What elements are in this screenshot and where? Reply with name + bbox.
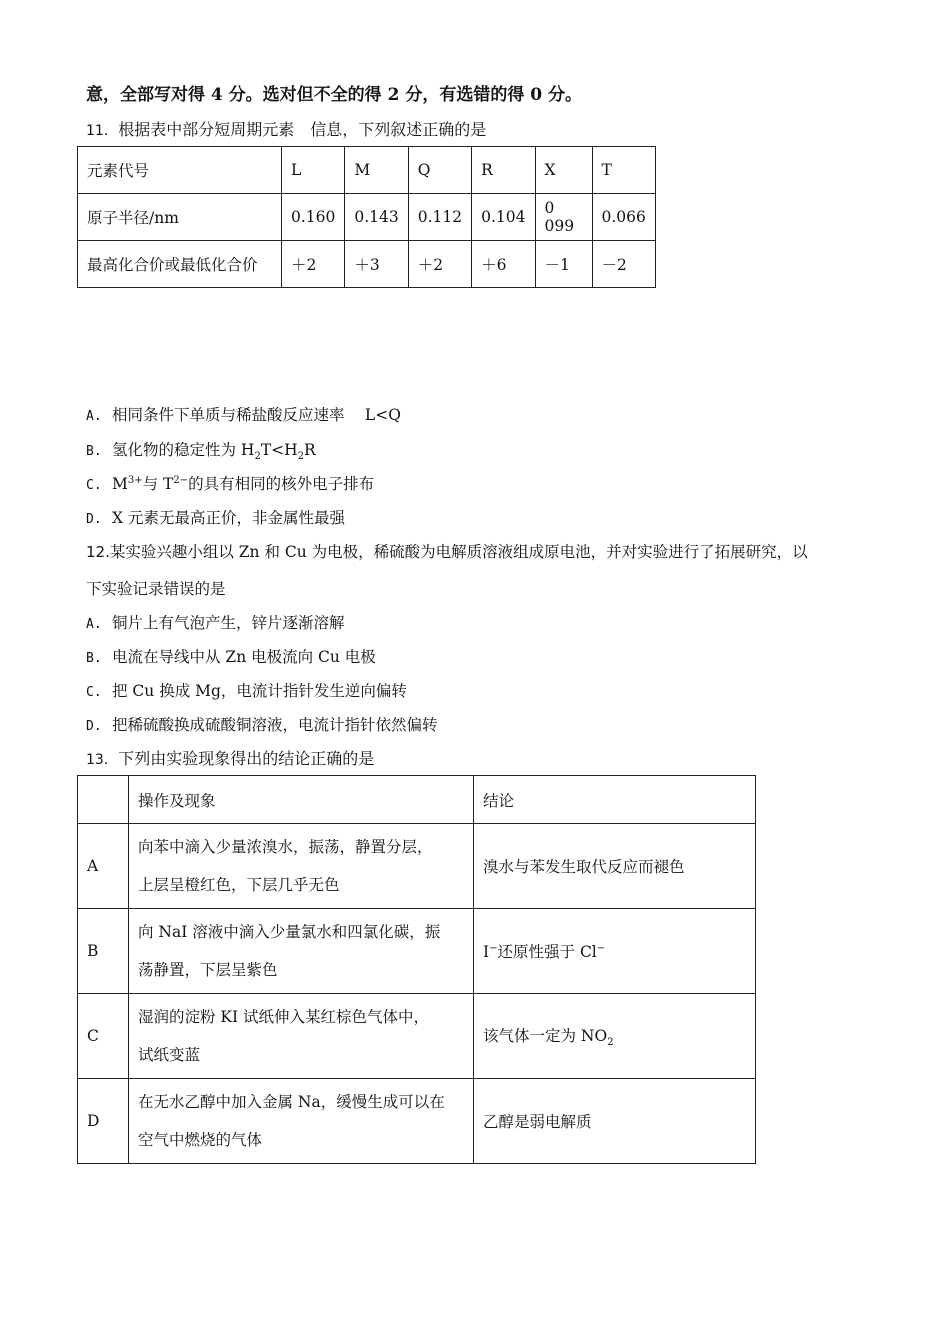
header-cell bbox=[78, 776, 129, 824]
option-text: X 元素无最高正价，非金属性最强 bbox=[112, 509, 345, 527]
radius-cell: 0.160 bbox=[282, 194, 345, 241]
radius-cell: 0.104 bbox=[472, 194, 535, 241]
option-text: 电流在导线中从 Zn 电极流向 Cu 电极 bbox=[112, 648, 376, 666]
row-key: C bbox=[78, 994, 129, 1079]
table-row bbox=[78, 1079, 756, 1164]
option-label: D. bbox=[86, 512, 102, 527]
row-key: B bbox=[78, 909, 129, 994]
code-cell: R bbox=[472, 147, 535, 194]
q12-option-c bbox=[86, 679, 407, 701]
option-label: A. bbox=[86, 617, 102, 632]
row-label: 原子半径/nm bbox=[78, 194, 282, 241]
q12-stem-line1 bbox=[86, 540, 808, 562]
operation-line: 上层呈橙红色，下层几乎无色 bbox=[138, 876, 340, 894]
radius-cell: 0 099 bbox=[535, 194, 592, 241]
superscript: − bbox=[489, 942, 498, 954]
option-text: 氢化物的稳定性为 H bbox=[112, 441, 255, 459]
q13-stem bbox=[86, 746, 374, 769]
code-cell: M bbox=[345, 147, 408, 194]
table-row bbox=[78, 147, 656, 194]
row-label: 最高化合价或最低化合价 bbox=[78, 241, 282, 288]
option-label: C. bbox=[86, 478, 102, 493]
q12-stem-line2: 下实验记录错误的是 bbox=[86, 580, 226, 598]
option-text: T<H bbox=[260, 441, 298, 459]
valence-cell: ＋2 bbox=[282, 241, 345, 288]
option-label: B. bbox=[86, 651, 102, 666]
header-cell: 操作及现象 bbox=[129, 776, 474, 824]
radius-cell: 0.112 bbox=[408, 194, 471, 241]
q11-option-d bbox=[86, 506, 345, 528]
q12-option-b bbox=[86, 645, 376, 667]
table-row bbox=[78, 194, 656, 241]
operation-cell bbox=[129, 1079, 474, 1164]
radius-cell: 0.143 bbox=[345, 194, 408, 241]
q11-stem-text: 根据表中部分短周期元素 信息，下列叙述正确的是 bbox=[118, 120, 487, 139]
table-row bbox=[78, 909, 756, 994]
header-cell: 结论 bbox=[474, 776, 756, 824]
option-label: B. bbox=[86, 444, 102, 459]
option-label: C. bbox=[86, 685, 102, 700]
conclusion-cell: 乙醇是弱电解质 bbox=[474, 1079, 756, 1164]
q11-option-a bbox=[86, 403, 401, 425]
q12-stem-text: 某实验兴趣小组以 Zn 和 Cu 为电极，稀硫酸为电解质溶液组成原电池，并对实验进行了拓展研究，以 bbox=[109, 543, 808, 561]
option-text: 把 Cu 换成 Mg，电流计指针发生逆向偏转 bbox=[112, 682, 407, 700]
table-row bbox=[78, 241, 656, 288]
operation-cell bbox=[129, 909, 474, 994]
subscript: 2 bbox=[297, 451, 305, 463]
q11-option-c bbox=[86, 472, 374, 494]
q11-option-b bbox=[86, 438, 316, 462]
q12-option-d bbox=[86, 713, 438, 735]
valence-cell: －1 bbox=[535, 241, 592, 288]
operation-line: 空气中燃烧的气体 bbox=[138, 1131, 263, 1149]
operation-cell bbox=[129, 824, 474, 909]
scoring-instructions: 意，全部写对得 4 分。选对但不全的得 2 分，有选错的得 0 分。 bbox=[86, 85, 582, 105]
operation-line: 荡静置，下层呈紫色 bbox=[138, 961, 278, 979]
conclusion-cell bbox=[474, 994, 756, 1079]
option-text: 铜片上有气泡产生，锌片逐渐溶解 bbox=[112, 614, 345, 632]
option-text: R bbox=[304, 441, 316, 459]
option-text: 把稀硫酸换成硫酸铜溶液，电流计指针依然偏转 bbox=[112, 716, 438, 734]
valence-cell: ＋2 bbox=[408, 241, 471, 288]
valence-cell: ＋6 bbox=[472, 241, 535, 288]
operation-line: 试纸变蓝 bbox=[138, 1046, 201, 1064]
q11-element-table bbox=[77, 146, 656, 288]
row-key: D bbox=[78, 1079, 129, 1164]
superscript: − bbox=[596, 942, 606, 954]
q13-experiment-table bbox=[77, 775, 756, 1164]
subscript: 2 bbox=[607, 1037, 614, 1049]
valence-cell: ＋3 bbox=[345, 241, 408, 288]
operation-line: 湿润的淀粉 KI 试纸伸入某红棕色气体中， bbox=[138, 1008, 430, 1026]
conclusion-cell bbox=[474, 909, 756, 994]
q12-number: 12. bbox=[86, 543, 110, 561]
option-label: D. bbox=[86, 719, 102, 734]
table-row bbox=[78, 994, 756, 1079]
conclusion-text: I bbox=[483, 943, 490, 961]
q11-number: 11. bbox=[86, 123, 109, 139]
conclusion-cell: 溴水与苯发生取代反应而褪色 bbox=[474, 824, 756, 909]
code-cell: X bbox=[535, 147, 592, 194]
conclusion-text: 还原性强于 Cl bbox=[497, 943, 597, 961]
radius-cell: 0.066 bbox=[592, 194, 655, 241]
option-text: 的具有相同的核外电子排布 bbox=[188, 475, 375, 493]
q13-number: 13. bbox=[86, 752, 109, 768]
code-cell: L bbox=[282, 147, 345, 194]
q12-option-a bbox=[86, 611, 345, 633]
row-key: A bbox=[78, 824, 129, 909]
row-label: 元素代号 bbox=[78, 147, 282, 194]
operation-line: 向 NaI 溶液中滴入少量氯水和四氯化碳，振 bbox=[138, 923, 441, 941]
conclusion-text: 该气体一定为 NO bbox=[483, 1026, 608, 1045]
q13-stem-text: 下列由实验现象得出的结论正确的是 bbox=[118, 749, 375, 768]
option-text: 与 T bbox=[142, 475, 174, 493]
operation-cell bbox=[129, 994, 474, 1079]
option-text: 相同条件下单质与稀盐酸反应速率 L<Q bbox=[112, 406, 401, 424]
table-row bbox=[78, 776, 756, 824]
superscript: 2− bbox=[173, 474, 189, 486]
operation-line: 向苯中滴入少量浓溴水，振荡，静置分层， bbox=[138, 838, 433, 856]
subscript: 2 bbox=[254, 451, 261, 463]
valence-cell: －2 bbox=[592, 241, 655, 288]
operation-line: 在无水乙醇中加入金属 Na，缓慢生成可以在 bbox=[138, 1093, 445, 1111]
table-row bbox=[78, 824, 756, 909]
option-text: M bbox=[112, 475, 128, 493]
code-cell: T bbox=[592, 147, 655, 194]
code-cell: Q bbox=[408, 147, 471, 194]
q11-stem bbox=[86, 117, 486, 140]
superscript: 3+ bbox=[127, 474, 143, 486]
option-label: A. bbox=[86, 409, 102, 424]
